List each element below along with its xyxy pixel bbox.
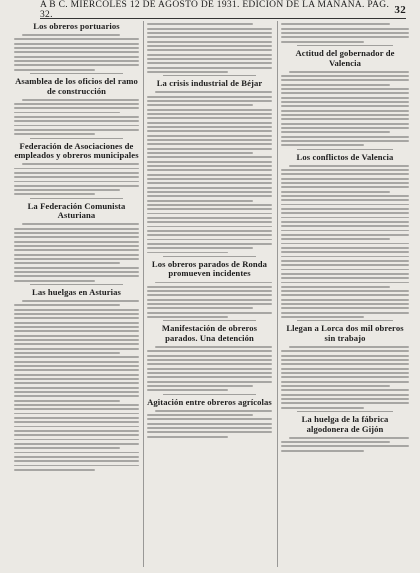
column-rule [277,21,278,567]
text-line [281,110,409,112]
article [14,142,139,199]
text-line [14,339,139,341]
text-line [14,400,120,402]
text-line [22,300,139,302]
text-line [147,423,272,425]
text-line [281,355,409,357]
article-separator [30,284,123,285]
text-line [281,363,409,365]
text-line [14,378,139,380]
text-line [14,51,139,53]
article-headline: La crisis industrial de Béjar [156,78,263,89]
text-line [14,185,139,187]
text-line [14,275,139,277]
text-line [14,254,139,256]
article-headline: Asamblea de los oficios del ramo de construcción [15,75,138,96]
text-line [147,299,272,301]
article [14,288,139,471]
text-line [147,303,272,305]
text-line [147,58,272,60]
text-line [281,75,409,77]
text-line [147,252,228,254]
text-line [281,299,409,301]
text-line [147,307,253,309]
article-separator [297,320,393,321]
text-line [147,100,272,102]
text-line [147,247,253,249]
text-line [14,120,139,122]
text-line [281,191,390,193]
text-line [147,213,272,215]
text-line [281,277,409,279]
text-line [14,245,139,247]
text-line [14,374,139,376]
text-line [147,135,272,137]
text-line [14,335,139,337]
text-line [281,376,409,378]
text-line [147,195,272,197]
text-line [147,71,228,73]
text-line [155,410,272,412]
text-line [14,434,139,436]
column-rule [143,21,144,567]
text-line [281,368,409,370]
text-line [281,118,409,120]
text-line [14,47,139,49]
text-line [14,356,139,358]
text-line [281,251,409,253]
text-line [14,280,95,282]
text-line [281,260,409,262]
text-line [14,430,139,432]
text-line [155,91,272,93]
text-line [147,234,272,236]
text-line [14,361,139,363]
text-line [281,101,409,103]
text-line [14,417,139,419]
text-line [147,359,272,361]
text-line [147,104,253,106]
text-line [281,88,409,90]
text-line [281,441,390,443]
text-line [147,243,272,245]
article-body-text [14,223,139,281]
text-line [281,282,409,284]
text-line [281,32,409,34]
text-line [281,445,409,447]
text-line [147,182,272,184]
text-line [147,436,228,438]
text-line [281,389,409,391]
article-body-text [14,163,139,195]
text-line [281,407,364,409]
text-line [14,232,139,234]
text-line [14,365,139,367]
text-line [281,204,409,206]
article-body-text [281,346,409,408]
text-line [147,165,272,167]
text-line [14,236,139,238]
text-line [14,408,139,410]
text-line [14,395,139,397]
text-line [14,262,120,264]
text-line [281,264,409,266]
text-line [147,174,272,176]
text-line [281,105,409,107]
text-line [289,437,409,439]
article-separator [163,256,256,257]
text-line [281,208,409,210]
text-line [147,208,272,210]
text-line [14,309,139,311]
article-body-text [14,300,139,471]
text-line [147,54,272,56]
text-line [14,456,139,458]
article-separator [297,411,393,412]
article [281,415,409,452]
text-line [281,385,390,387]
text-line [147,49,272,51]
column-3 [281,21,409,569]
text-line [147,372,272,374]
header-line: A B C. MIÉRCOLES 12 DE AGOSTO DE 1931. EDICIÓN DE LA MAÑANA. PAG. 32. [40,0,390,20]
text-line [281,359,409,361]
text-line [14,443,139,445]
text-line [155,282,272,284]
text-line [147,286,272,288]
text-line [281,28,409,30]
article [14,77,139,139]
article-separator [30,198,123,199]
article [281,23,409,46]
text-line [281,394,409,396]
text-line [281,294,409,296]
text-line [14,387,139,389]
text-line [14,382,139,384]
article-body-text [281,23,409,42]
text-line [147,187,272,189]
article-body-text [281,165,409,318]
article-separator [30,73,123,74]
text-line [14,439,139,441]
article [281,153,409,322]
text-line [14,172,139,174]
article-separator [30,138,123,139]
text-line [281,79,409,81]
article-headline: Los conflictos de Valencia [296,151,394,162]
article-body-text [281,71,409,146]
text-line [147,294,272,296]
text-line [281,273,409,275]
text-line [14,249,139,251]
text-line [22,99,139,101]
text-line [147,96,272,98]
text-line [147,139,272,141]
text-line [147,414,253,416]
text-line [14,447,120,449]
text-line [281,217,409,219]
text-line [14,181,139,183]
text-line [147,130,272,132]
text-line [281,140,409,142]
article-headline: Federación de Asociaciones de empleados y obreros municipales [14,140,139,161]
article-body-text [147,23,272,73]
article-body-text [147,91,272,253]
text-line [147,122,272,124]
text-line [14,133,95,135]
article-separator [297,45,393,46]
text-line [281,221,409,223]
article-separator [297,149,393,150]
text-line [14,56,139,58]
text-line [14,313,139,315]
article-headline: La Federación Comunista Asturiana [27,200,126,221]
text-line [14,348,139,350]
text-line [147,41,272,43]
text-line [14,404,139,406]
text-line [14,304,120,306]
text-line [147,143,272,145]
text-line [281,381,409,383]
article [147,79,272,257]
text-line [281,372,409,374]
article-body-text [147,282,272,319]
text-line [281,230,409,232]
text-line [14,322,139,324]
text-line [281,173,409,175]
text-line [14,421,139,423]
article-body-text [147,346,272,391]
text-line [14,271,139,273]
text-line [14,352,120,354]
article-headline: Los obreros portuarios [33,21,120,31]
text-line [147,230,272,232]
text-line [147,385,253,387]
article-separator [163,320,256,321]
text-line [147,431,272,433]
text-line [147,113,272,115]
text-line [147,178,272,180]
text-line [147,376,272,378]
text-line [281,41,364,43]
text-line [147,389,228,391]
text-line [281,84,390,86]
text-line [14,69,95,71]
text-line [147,355,272,357]
text-line [281,136,409,138]
text-line [14,241,139,243]
text-line [14,258,139,260]
text-line [147,109,272,111]
text-line [147,126,272,128]
text-line [147,418,272,420]
text-line [281,123,409,125]
article-headline: Actitud del gobernador de Valencia [295,48,395,68]
article [14,22,139,74]
text-line [14,43,139,45]
text-line [147,23,253,25]
column-2 [147,21,272,569]
text-line [147,239,272,241]
text-line [281,199,409,201]
text-line [147,312,272,314]
text-line [147,32,272,34]
text-line [281,144,364,146]
text-line [147,363,272,365]
article [281,324,409,412]
text-line [281,307,409,309]
text-line [14,369,139,371]
text-line [147,148,272,150]
text-line [14,326,139,328]
text-line [281,169,409,171]
text-line [281,225,409,227]
text-line [281,402,409,404]
text-line [281,238,390,240]
text-line [147,290,272,292]
text-line [14,112,120,114]
article-separator [163,394,256,395]
article-separator [163,75,256,76]
text-line [147,45,272,47]
text-line [281,195,409,197]
text-line [281,290,409,292]
text-line [281,23,390,25]
text-line [14,413,139,415]
text-line [147,368,272,370]
page-header [40,2,406,19]
article-headline: La huelga de la fábrica algodonera de Gijón [301,414,389,434]
text-line [281,186,409,188]
text-line [14,228,139,230]
text-line [289,346,409,348]
text-line [281,178,409,180]
text-line [281,450,364,452]
article [147,324,272,394]
text-line [14,460,139,462]
text-line [289,71,409,73]
text-line [155,346,272,348]
article [147,23,272,76]
text-line [281,92,409,94]
text-line [147,350,272,352]
text-line [147,381,272,383]
article [147,260,272,322]
text-line [147,117,272,119]
text-line [14,317,139,319]
text-line [147,62,272,64]
article-body-text [14,99,139,136]
text-line [281,114,409,116]
text-line [281,243,409,245]
article-headline: Llegan a Lorca dos mil obreros sin trabajo [286,323,404,344]
text-line [281,256,409,258]
article-headline: Las huelgas en Asturias [32,287,121,298]
text-line [281,36,409,38]
text-line [14,116,139,118]
text-line [147,427,272,429]
article-headline: Agitación entre obreros agrícolas [147,396,272,407]
article-headline: Los obreros parados de Ronda promueven incidentes [151,258,268,279]
text-line [281,316,364,318]
text-line [147,36,272,38]
text-line [14,64,139,66]
text-line [14,267,139,269]
page-number: 32 [394,4,406,16]
article-body-text [281,437,409,452]
text-line [147,316,228,318]
text-line [147,67,272,69]
text-line [147,191,272,193]
article [147,398,272,438]
article [14,202,139,285]
text-line [14,168,139,170]
text-line [14,426,139,428]
text-line [14,391,139,393]
text-line [289,165,409,167]
article [281,49,409,150]
text-line [281,234,409,236]
text-line [22,163,139,165]
text-line [14,176,139,178]
text-line [14,129,139,131]
text-line [14,60,139,62]
text-line [14,330,139,332]
article-body-text [147,410,272,438]
text-line [147,204,272,206]
text-line [14,193,95,195]
text-line [281,212,409,214]
text-line [14,103,139,105]
text-line [281,398,409,400]
article-body-text [14,34,139,71]
text-line [147,200,253,202]
text-line [147,28,272,30]
text-line [147,169,272,171]
text-line [14,469,95,471]
text-line [22,223,139,225]
text-line [147,161,272,163]
article-headline: Manifestación de obreros parados. Una detención [161,323,258,344]
text-line [281,97,409,99]
text-line [14,343,139,345]
text-line [14,107,139,109]
text-line [281,127,409,129]
text-line [281,303,409,305]
text-line [147,226,272,228]
column-1 [14,21,139,569]
text-line [14,452,139,454]
text-line [147,156,272,158]
text-line [281,269,409,271]
text-line [22,34,120,36]
text-line [147,221,272,223]
text-line [147,152,253,154]
text-line [14,465,139,467]
text-line [281,131,390,133]
text-line [14,189,120,191]
text-line [14,125,139,127]
text-line [281,247,409,249]
text-line [281,350,409,352]
text-line [281,286,390,288]
text-line [14,38,139,40]
text-line [281,312,409,314]
text-line [281,182,409,184]
text-line [147,217,272,219]
